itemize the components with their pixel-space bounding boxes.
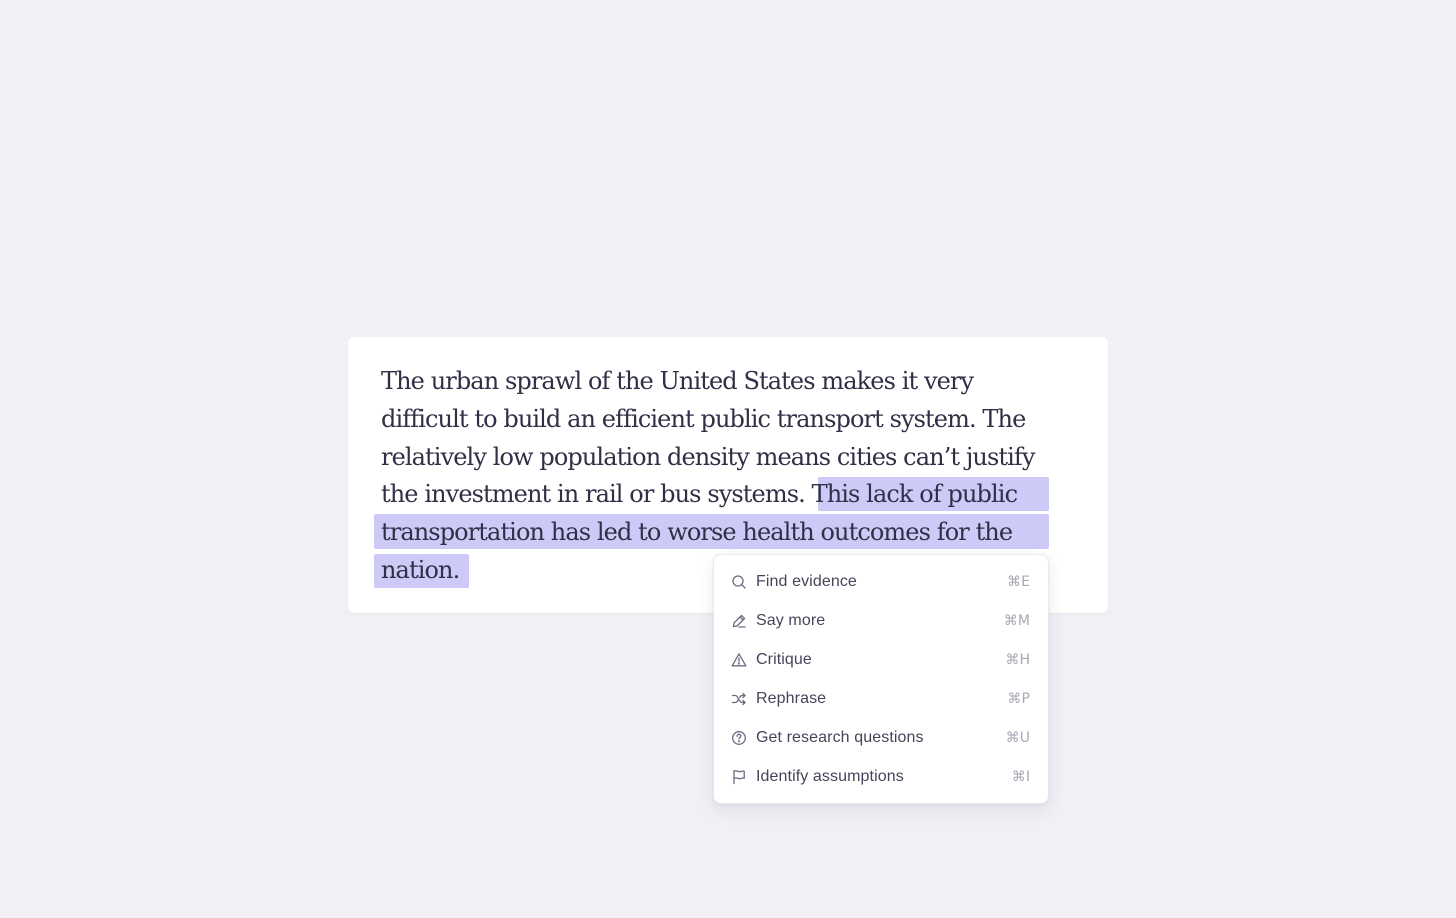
menu-item-get-research-questions[interactable]: [714, 719, 1048, 757]
warning-triangle-icon: [731, 652, 747, 668]
menu-item-label: Get research questions: [756, 729, 924, 746]
menu-item-shortcut: ⌘M: [1003, 613, 1030, 629]
paragraph-line[interactable]: The urban sprawl of the United States makes it very: [381, 367, 974, 395]
paragraph-line[interactable]: the investment in rail or bus systems. This lack of public: [381, 480, 1018, 508]
menu-item-label: Say more: [756, 612, 826, 629]
paragraph-line[interactable]: difficult to build an efficient public transport system. The: [381, 405, 1026, 433]
paragraph-line[interactable]: relatively low population density means cities can’t justify: [381, 443, 1035, 471]
menu-item-shortcut: ⌘U: [1005, 730, 1030, 746]
menu-item-shortcut: ⌘I: [1011, 769, 1030, 785]
menu-item-rephrase[interactable]: [714, 680, 1048, 718]
menu-item-label: Find evidence: [756, 573, 857, 590]
menu-item-label: Critique: [756, 651, 812, 668]
flag-icon: [731, 769, 747, 785]
paragraph-line[interactable]: nation.: [381, 556, 460, 584]
menu-item-label: Rephrase: [756, 690, 827, 707]
menu-item-find-evidence[interactable]: [714, 563, 1048, 601]
menu-item-label: Identify assumptions: [756, 768, 904, 785]
menu-item-critique[interactable]: [714, 641, 1048, 679]
menu-item-identify-assumptions[interactable]: [714, 758, 1048, 796]
context-menu: [713, 554, 1049, 804]
paragraph-line[interactable]: transportation has led to worse health outcomes for the: [381, 518, 1013, 546]
menu-item-shortcut: ⌘P: [1007, 691, 1030, 707]
menu-item-say-more[interactable]: [714, 602, 1048, 640]
shuffle-icon: [731, 691, 747, 707]
pencil-icon: [731, 613, 747, 629]
menu-item-shortcut: ⌘E: [1007, 574, 1030, 590]
question-circle-icon: [731, 730, 747, 746]
menu-item-shortcut: ⌘H: [1005, 652, 1030, 668]
search-icon: [731, 574, 747, 590]
